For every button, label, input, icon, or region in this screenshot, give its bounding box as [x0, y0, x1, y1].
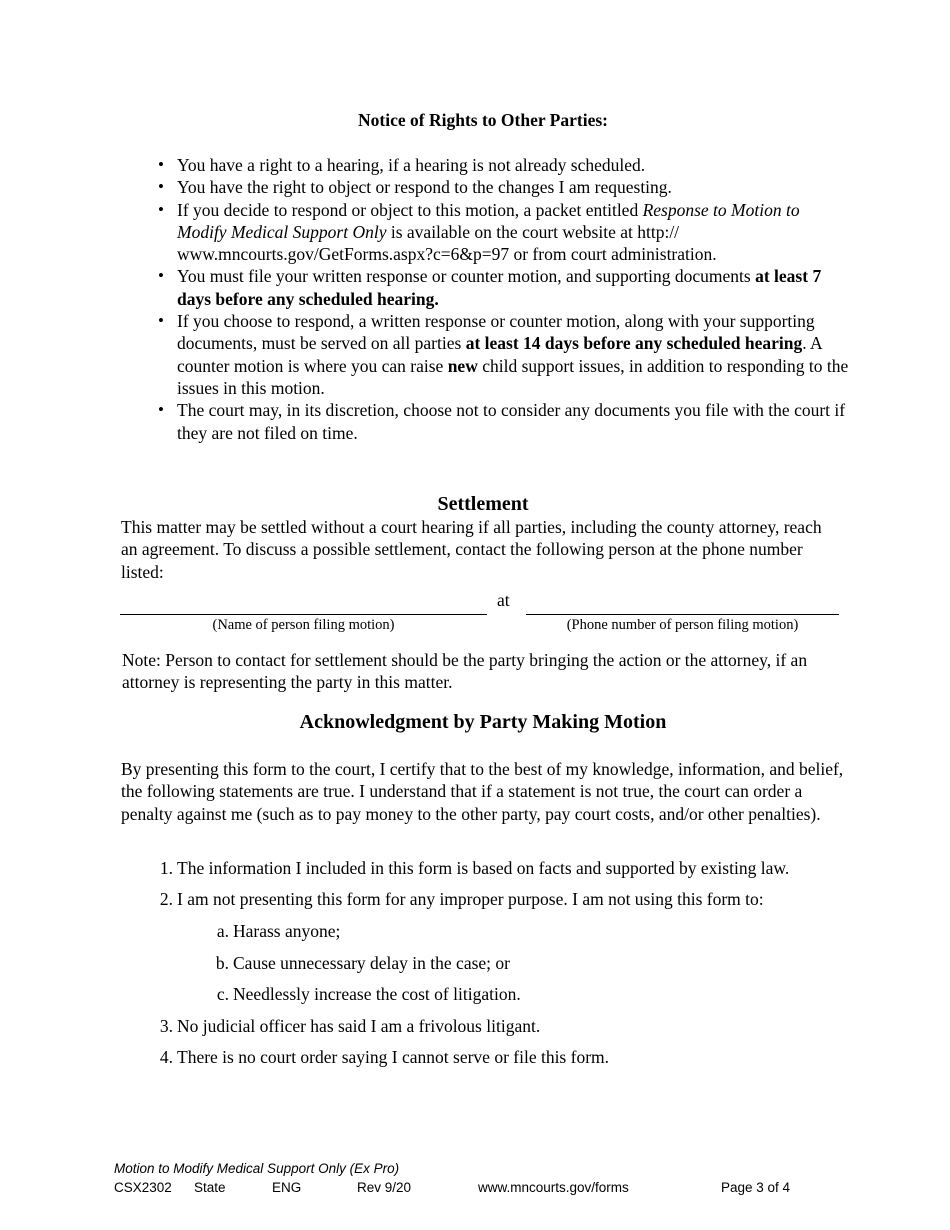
- footer-form-title: Motion to Modify Medical Support Only (Ex Pro): [114, 1161, 400, 1176]
- at-label: at: [497, 590, 510, 610]
- ack-subitem-c: [216, 983, 521, 1005]
- ack-subitem-text: Harass anyone;: [233, 921, 341, 941]
- footer-language: ENG: [272, 1180, 302, 1195]
- rights-bullet-3-text: If you decide to respond or object to this motion, a packet entitled: [177, 199, 643, 220]
- ack-subitem-b: [215, 952, 510, 974]
- rights-title: Notice of Rights to Other Parties:: [358, 110, 608, 130]
- footer-jurisdiction: State: [194, 1180, 226, 1195]
- rights-bullet-3: [177, 199, 849, 266]
- ack-item-4: [159, 1046, 610, 1068]
- ack-item-text: No judicial officer has said I am a frivolous litigant.: [177, 1016, 541, 1036]
- ack-subitem-letter: c.: [216, 984, 229, 1004]
- footer-form-code: CSX2302: [114, 1180, 172, 1195]
- footer-revision: Rev 9/20: [357, 1180, 412, 1195]
- settlement-body: This matter may be settled without a court hearing if all parties, including the county attorney, reach an agreement. To discuss a possible settlement, contact the following person at the phone number listed:: [121, 517, 822, 582]
- ack-item-3: [159, 1015, 541, 1037]
- rights-bullet-4: [177, 265, 849, 310]
- ack-item-number: 3.: [159, 1016, 173, 1036]
- ack-item-number: 2.: [159, 889, 173, 909]
- name-caption: (Name of person filing motion): [212, 617, 395, 633]
- rights-bullet-2: • You have the right to object or respond to the changes I am requesting.: [177, 176, 849, 198]
- response-packet-title: Response to Motion to Modify Medical Support Only: [177, 199, 800, 242]
- ack-subitem-text: Cause unnecessary delay in the case; or: [233, 953, 510, 973]
- rights-bullet-5-text: If you choose to respond, a written response or counter motion, along with your supporting documents, must be served on all parties: [177, 311, 815, 354]
- rights-bullet-4-deadline: at least 7 days before any scheduled hearing.: [177, 266, 822, 309]
- rights-bullet-5-text-end: child support issues, in addition to responding to the issues in this motion.: [177, 355, 849, 398]
- settlement-note: Note: Person to contact for settlement should be the party bringing the action or the attorney, if an attorney is representing the party in this matter.: [122, 650, 808, 693]
- rights-bullet-5: [177, 310, 849, 399]
- ack-item-1: [159, 857, 790, 879]
- ack-item-text: The information I included in this form is based on facts and supported by existing law.: [177, 858, 790, 878]
- ack-item-number: 1.: [159, 858, 173, 878]
- rights-bullet-1: • You have a right to a hearing, if a hearing is not already scheduled.: [177, 154, 849, 176]
- name-signature-line[interactable]: [120, 614, 487, 615]
- acknowledgment-title: Acknowledgment by Party Making Motion: [299, 711, 667, 733]
- rights-bullet-5-text-mid: . A counter motion is where you can raise: [177, 333, 822, 376]
- rights-bullet-6: • The court may, in its discretion, choose not to consider any documents you file with the court if they are not filed on time.: [177, 399, 849, 444]
- rights-bullet-5-deadline: at least 14 days before any scheduled hearing: [465, 333, 803, 354]
- rights-list: [177, 154, 849, 444]
- ack-item-text: I am not presenting this form for any improper purpose. I am not using this form to:: [177, 889, 764, 909]
- ack-subitem-a: [216, 920, 341, 942]
- ack-item-2: [159, 888, 764, 910]
- ack-subitem-letter: b.: [215, 953, 229, 973]
- acknowledgment-intro: By presenting this form to the court, I certify that to the best of my knowledge, information, and belief, the following statements are true. I understand that if a statement is not true, the court can order a penalty against me (such as to pay money to the other party, pay court costs, and/or other penalties).: [121, 759, 844, 824]
- rights-bullet-3-link-text: is available on the court website at http:// www.mncourts.gov/GetForms.aspx?c=6&p=97 or from court administration.: [177, 221, 717, 265]
- ack-subitem-letter: a.: [216, 921, 229, 941]
- settlement-title: Settlement: [437, 493, 529, 515]
- rights-bullet-5-new: new: [447, 355, 478, 376]
- ack-item-number: 4.: [159, 1047, 173, 1067]
- ack-item-text: There is no court order saying I cannot serve or file this form.: [177, 1047, 610, 1067]
- phone-signature-line[interactable]: [526, 614, 839, 615]
- rights-bullet-4-text: You must file your written response or counter motion, and supporting documents: [177, 266, 756, 287]
- phone-caption: (Phone number of person filing motion): [566, 617, 799, 633]
- footer-page-number: Page 3 of 4: [721, 1180, 791, 1195]
- footer-url: www.mncourts.gov/forms: [478, 1180, 629, 1195]
- ack-subitem-text: Needlessly increase the cost of litigation.: [233, 984, 521, 1004]
